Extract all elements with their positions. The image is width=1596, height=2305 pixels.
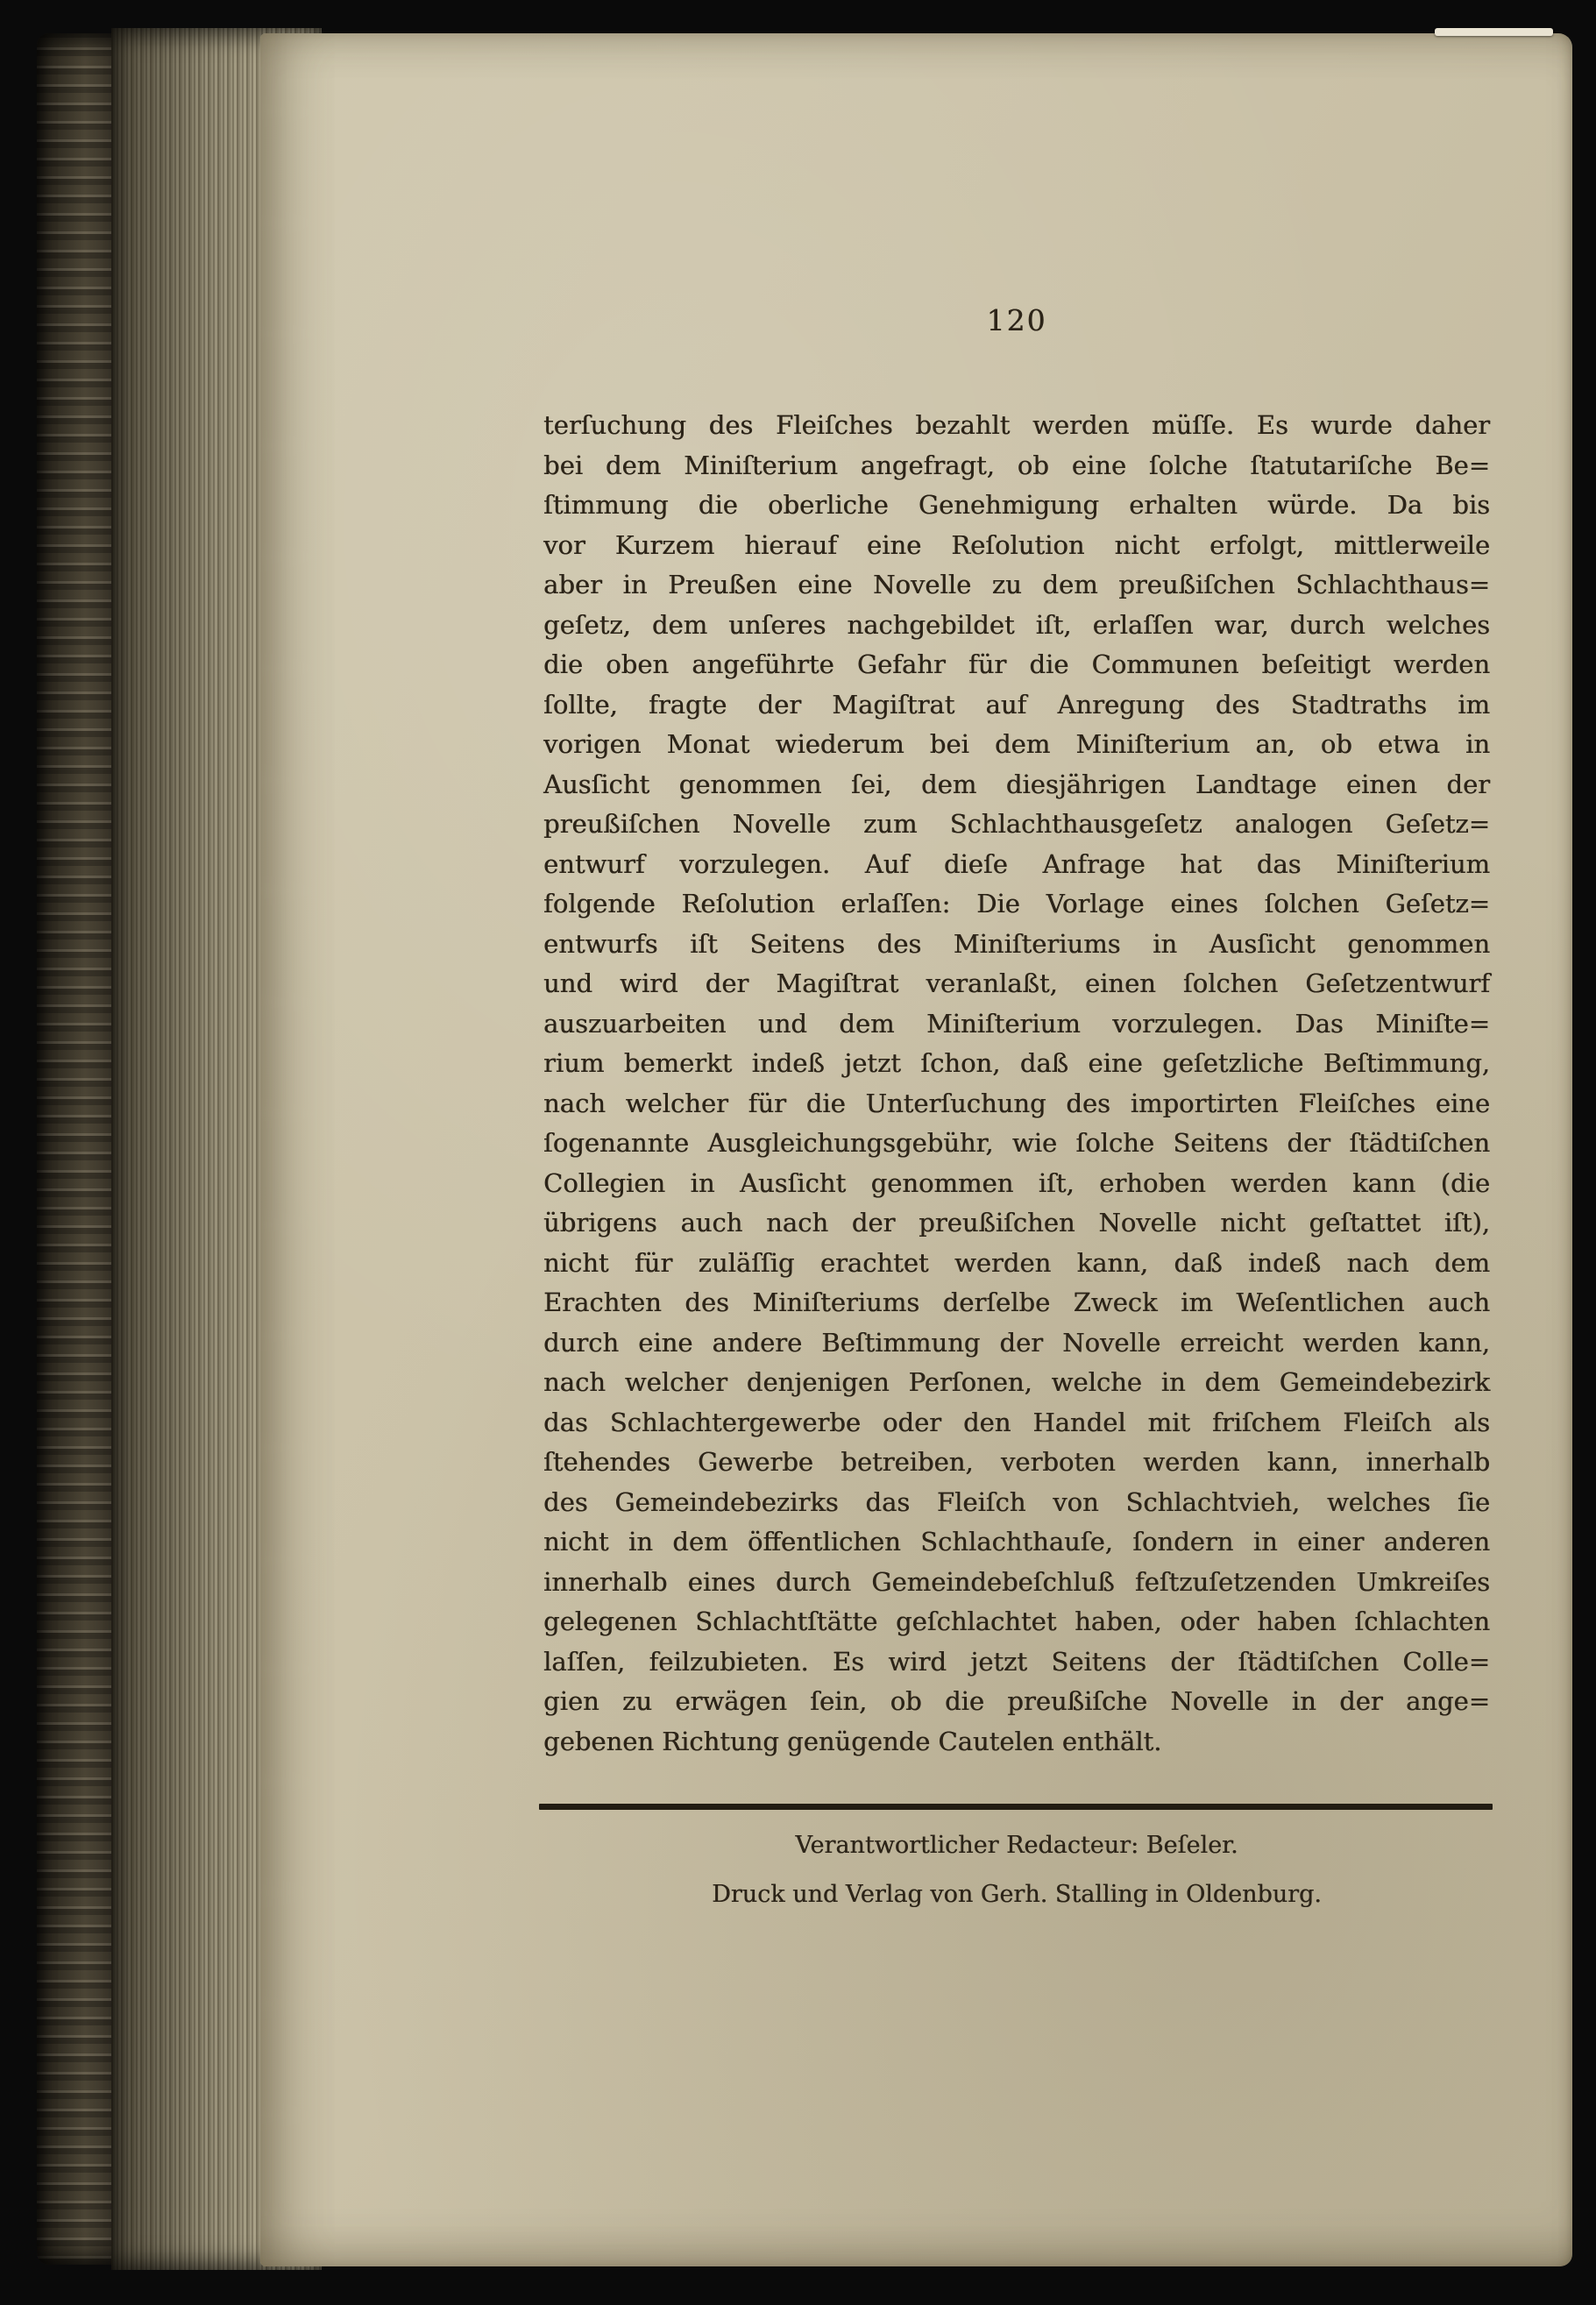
text-line: die oben angeführte Gefahr für die Communen beſeitigt werden [543,649,1490,679]
text-line: entwurf vorzulegen. Auf dieſe Anfrage hat das Miniſterium [543,848,1490,879]
text-line: laſſen, feilzubieten. Es wird jetzt Seitens der ſtädtiſchen Colle= [543,1646,1490,1677]
footer-publisher-line: Druck und Verlag von Gerh. Stalling in Oldenburg. [712,1881,1322,1908]
footer-redacteur-line: Verantwortlicher Redacteur: Beſeler. [795,1832,1238,1859]
text-line: rium bemerkt indeß jetzt ſchon, daß eine geſetzliche Beſtimmung, [543,1048,1490,1078]
text-line: entwurfs iſt Seitens des Miniſteriums in Ausſicht genommen [543,928,1490,959]
text-line: übrigens auch nach der preußiſchen Novelle nicht geſtattet iſt), [543,1208,1490,1238]
text-line: terſuchung des Fleiſches bezahlt werden müſſe. Es wurde daher [543,410,1490,440]
text-line: gelegenen Schlachtſtätte geſchlachtet haben, oder haben ſchlachten [543,1606,1490,1636]
text-line: vor Kurzem hierauf eine Reſolution nicht erfolgt, mittlerweile [543,529,1490,560]
footer-rule [539,1804,1493,1810]
text-line: bei dem Miniſterium angefragt, ob eine ſolche ſtatutariſche Be= [543,450,1490,480]
text-line: vorigen Monat wiederum bei dem Miniſterium an, ob etwa in [543,729,1490,759]
text-line: nach welcher denjenigen Perſonen, welche in dem Gemeindebezirk [543,1367,1490,1397]
text-line: ſtehendes Gewerbe betreiben, verboten werden kann, innerhalb [543,1447,1490,1477]
text-line: das Schlachtergewerbe oder den Handel mit friſchem Fleiſch als [543,1407,1490,1437]
text-line: nicht in dem öffentlichen Schlachthauſe, ſondern in einer anderen [543,1527,1490,1557]
text-line: durch eine andere Beſtimmung der Novelle erreicht werden kann, [543,1327,1490,1358]
text-line: Erachten des Miniſteriums derſelbe Zweck im Weſentlichen auch [543,1287,1490,1317]
text-line: preußiſchen Novelle zum Schlachthausgeſetz analogen Geſetz= [543,809,1490,839]
text-line: gebenen Richtung genügende Cautelen enthält. [543,1726,1162,1756]
underpage-sliver [1435,28,1553,36]
book-page [260,33,1572,2266]
body-text-block [543,406,1490,1762]
text-line: ſtimmung die oberliche Genehmigung erhalten würde. Da bis [543,490,1490,520]
text-line: aber in Preußen eine Novelle zu dem preußiſchen Schlachthaus= [543,570,1490,599]
page-number: 120 [986,303,1047,337]
text-line: und wird der Magiſtrat veranlaßt, einen ſolchen Geſetzentwurf [543,968,1490,998]
text-line: auszuarbeiten und dem Miniſterium vorzulegen. Das Miniſte= [543,1008,1490,1039]
text-line: nach welcher für die Unterſuchung des importirten Fleiſches eine [543,1088,1490,1118]
text-line: Collegien in Ausſicht genommen iſt, erhoben werden kann (die [543,1167,1490,1198]
text-line: Ausſicht genommen ſei, dem diesjährigen Landtage einen der [543,769,1490,799]
text-line: folgende Reſolution erlaſſen: Die Vorlage eines ſolchen Geſetz= [543,889,1490,918]
text-line: gien zu erwägen ſein, ob die preußiſche Novelle in der ange= [543,1686,1490,1716]
text-line: des Gemeindebezirks das Fleiſch von Schlachtvieh, welches ſie [543,1486,1490,1517]
book [37,26,1572,2272]
text-line: ſollte, fragte der Magiſtrat auf Anregung des Stadtraths im [543,689,1490,720]
text-line: geſetz, dem unſeres nachgebildet iſt, erlaſſen war, durch welches [543,609,1490,640]
text-line: nicht für zuläſſig erachtet werden kann, daß indeß nach dem [543,1247,1490,1278]
text-line: ſogenannte Ausgleichungsgebühr, wie ſolche Seitens der ſtädtiſchen [543,1128,1490,1158]
text-line: innerhalb eines durch Gemeindebeſchluß feſtzuſetzenden Umkreiſes [543,1566,1490,1597]
